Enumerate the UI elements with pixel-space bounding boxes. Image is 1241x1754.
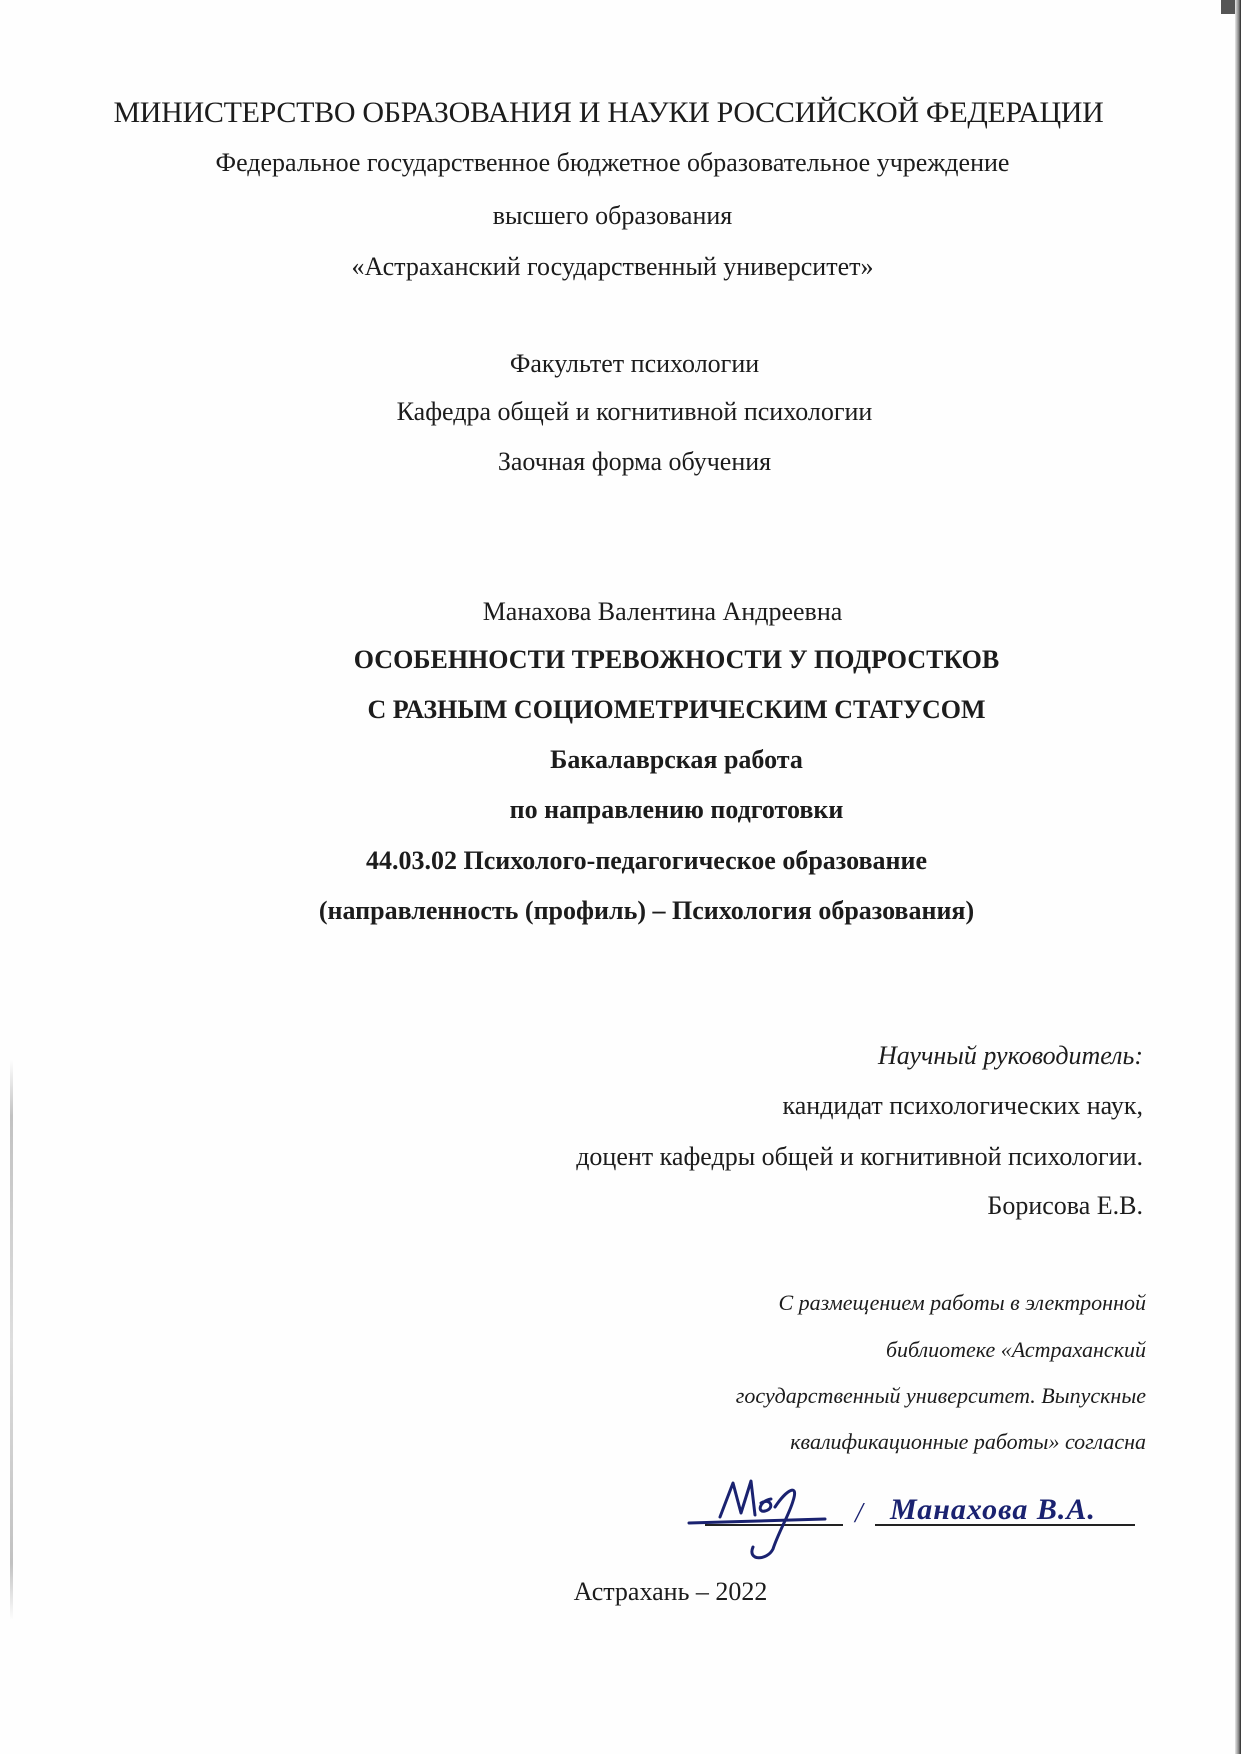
ministry-heading: МИНИСТЕРСТВО ОБРАЗОВАНИЯ И НАУКИ РОССИЙСКОЙ ФЕДЕРАЦИИ [113,96,1104,129]
chair-name: Кафедра общей и когнитивной психологии [396,397,873,426]
work-title-line-2: С РАЗНЫМ СОЦИОМЕТРИЧЕСКИМ СТАТУСОМ [367,695,986,724]
signature-separator: / [855,1498,863,1529]
direction-label: по направлению подготовки [509,795,844,824]
consent-line-2: библиотеке «Астраханский [885,1337,1146,1362]
supervisor-name: Борисова Е.В. [987,1191,1143,1220]
institution-type: Федеральное государственное бюджетное образовательное учреждение [215,148,1010,177]
consent-line-3: государственный университет. Выпускные [735,1383,1146,1408]
study-form: Заочная форма обучения [497,447,772,476]
supervisor-label: Научный руководитель: [877,1041,1143,1070]
direction-code: 44.03.02 Психолого-педагогическое образование [366,846,927,875]
consent-line-1: С размещением работы в электронной [778,1290,1146,1315]
work-type: Бакалаврская работа [550,745,803,774]
education-level: высшего образования [492,201,733,230]
scan-fold-mark [10,1060,13,1620]
supervisor-position: доцент кафедры общей и когнитивной психологии. [576,1142,1143,1171]
university-name: «Астраханский государственный университет» [351,252,874,281]
faculty-name: Факультет психологии [509,349,760,378]
consent-line-4: квалификационные работы» согласна [790,1429,1146,1454]
handwritten-signature [689,1481,825,1558]
scan-corner [1221,0,1235,14]
scan-edge [1235,0,1241,1754]
handwritten-name: Манахова В.А. [890,1493,1096,1526]
author-name: Манахова Валентина Андреевна [482,597,843,626]
work-title-line-1: ОСОБЕННОСТИ ТРЕВОЖНОСТИ У ПОДРОСТКОВ [353,645,1000,674]
profile: (направленность (профиль) – Психология образования) [318,896,975,925]
supervisor-degree: кандидат психологических наук, [782,1091,1143,1120]
city-year: Астрахань – 2022 [573,1577,768,1606]
